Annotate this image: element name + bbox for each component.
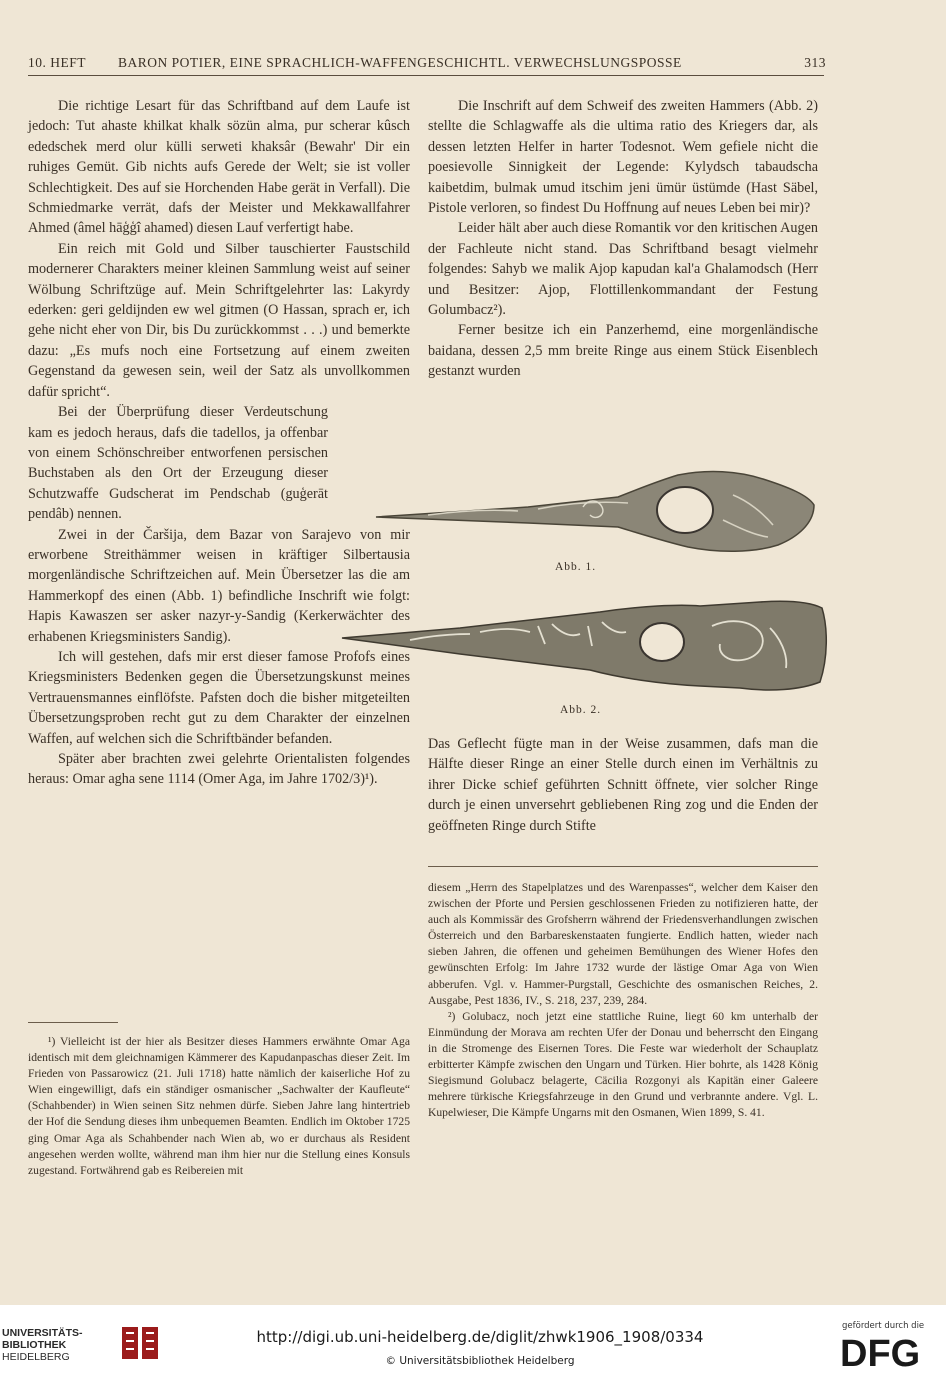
issue-label: 10. HEFT: [28, 55, 86, 70]
header-rule: [28, 75, 824, 76]
university-library-logo[interactable]: [2, 1323, 162, 1367]
footnote-rule: [428, 866, 818, 867]
figure-2-caption: Abb. 2.: [560, 704, 602, 716]
paragraph: Das Geflecht fügte man in der Weise zusammen, dafs man die Hälfte dieser Ringe an einer Stelle durch einen im Verhältnis zu ihrer Dicke schief geführten Schnitt öffnete, vier solcher Ringe durch je einen unversehrt gebliebenen Ring zog und die Enden der geöffneten Ringe durch Stifte: [428, 736, 818, 834]
library-name-line: BIBLIOTHEK: [2, 1339, 67, 1351]
paragraph: Bei der Überprüfung dieser Verdeutschung kam es jedoch heraus, dafs die tadellos, ja offenbar von einem Schönschreiber entworfenen persischen Buchstaben als den Ort der Erzeugung dieser Schutzwaffe Gudscherat im Pendschab (guģerāt pendâb) nennen.: [28, 404, 328, 523]
dfg-logo[interactable]: [838, 1332, 936, 1370]
paragraph: Ein reich mit Gold und Silber tauschierter Faustschild modernerer Charakters meiner kleinen Sammlung weist auf seiner Wölbung Schriftzüge auf. Mein Schriftgelehrter las: Lakyrdy ederken: geri geldijnden ew wel gitmen (O Hassan, sprach er, ich gehe nicht eher von Dir, bis Du zurückkommst . . .) und bemerkte dazu: „Es mufs noch eine Fortsetzung auf einem zweiten Gegenstand da gewesen sein, weil der Satz als unvollkommen dafür spricht“.: [28, 240, 410, 400]
library-emblem-icon: [118, 1323, 162, 1363]
footnote-text: ¹) Vielleicht ist der hier als Besitzer dieses Hammers erwähnte Omar Aga identisch mit dem gleichnamigen Kämmerer des Kapudanpaschas dieser Zeit. Im Frieden von Passarowicz (21. Juli 1718) hatte nämlich der kaiserliche Hof zu Wien eingewilligt, dafs ein ständiger osmanischer „Sachwalter der Kaufleute“ (Schahbender) in Wien seinen Sitz nehmen dürfe. Sieben Jahre lang hintertrieb der Hof die Sendung dieses ihm unbequemen Beamten. Endlich im Oktober 1725 ging Omar Aga als Schahbender nach Wien ab, wo er durchaus als Resident angesehen werden wollte, während man ihm hier nur die Stellung eines Konsuls zugestand. Fortwährend gab es Reibereien mit: [28, 1035, 410, 1177]
paragraph: Später aber brachten zwei gelehrte Orientalisten folgendes heraus: Omar agha sene 1114 (Omer Aga, im Jahre 1702/3)¹).: [28, 751, 410, 788]
paragraph: Ich will gestehen, dafs mir erst dieser famose Profofs eines Kriegsministers Bedenken gegen die Übersetzungskunst meines Vertrauensmannes einflöfste. Pafsten doch die bisher mitgeteilten Übersetzungsproben recht gut zu dem Charakter der einzelnen Waffen, auf welchen sich die Schriftbänder befanden.: [28, 648, 410, 747]
war-hammer-figure-2: [340, 598, 830, 698]
running-header: [28, 55, 826, 73]
article-title: BARON POTIER, EINE SPRACHLICH-WAFFENGESCHICHTL. VERWECHSLUNGSPOSSE: [118, 55, 682, 70]
paragraph: Leider hält aber auch diese Romantik vor den kritischen Augen der Fachleute nicht stand. Das Schriftband besagt vielmehr folgendes: Sahyb we malik Ajop kapudan kal'a Ghalamodsch (Herr und Besitzer: Ajop, Flottillenkommandant der Festung Golumbacz²).: [428, 220, 818, 319]
library-name-line: UNIVERSITÄTS-: [2, 1327, 83, 1339]
page-number: 313: [804, 55, 826, 70]
paragraph: Die richtige Lesart für das Schriftband auf dem Laufe ist jedoch: Tut ahaste khilkat khalk sözün alma, pur scherar kûsch ededschek merd olur külli serweti khaksâr (Bewahr' Dir ein ruhiges Gemüt. Gib nichts aufs Gerede der Welt; sie ist voller Schlechtigkeit. Des auf sie Horchenden Habe gerät in Verfall). Die Schmiedmarke verrät, dafs der Meister und Mekkawallfahrer Ahmed (âmel hāģģî ahamed) diesen Lauf verfertigt habe.: [28, 98, 410, 237]
paragraph: Die Inschrift auf dem Schweif des zweiten Hammers (Abb. 2) stellte die Schlagwaffe als die ultima ratio des Kriegers dar, als dessen letzten Helfer in harter Todesnot. Wem gefiele nicht die poesievolle Sinnigkeit der Legende: Kylydsch tabaudscha kaibetdim, bulmak umud itschim jeni ümür üstümde (Hast Säbel, Pistole verloren, so findest Du Hoffnung auf neues Leben bei mir)?: [428, 98, 818, 217]
footnote-rule: [28, 1022, 118, 1023]
copyright-notice: © Universitätsbibliothek Heidelberg: [385, 1355, 575, 1367]
paragraph: Zwei in der Čaršija, dem Bazar von Sarajevo von mir erworbene Streithämmer weisen in kräftiger Silbertausia morgenländische Schriftzeichen auf. Mein Übersetzer las die am Hammerkopf des einen (Abb. 1) befindliche Inschrift wie folgt: Hapis Kawaszen ser asker nazyr-y-Sandig (Kerkerwächter des erhabenen Kriegsministers Sandig).: [28, 526, 410, 645]
sponsor-line: gefördert durch die: [842, 1321, 925, 1331]
permalink-url[interactable]: http://digi.ub.uni-heidelberg.de/diglit/zhwk1906_1908/0334: [256, 1328, 704, 1346]
right-column-middle: [428, 734, 818, 836]
war-hammer-figure-1: [368, 465, 816, 557]
footnotes-right: [428, 880, 818, 1121]
library-name-line: HEIDELBERG: [2, 1351, 70, 1363]
footnote-left: [28, 1034, 410, 1179]
figure-1-caption: Abb. 1.: [555, 561, 597, 573]
dfg-logo-text: DFG: [840, 1333, 921, 1370]
right-column-top: [428, 96, 818, 382]
footnote-text: diesem „Herrn des Stapelplatzes und des Warenpasses“, welcher dem Kaiser den zwischen der Pforte und Persien geschlossenen Frieden zu notifizieren hatte, der auch als Kommissär des Grofsherrn während der Friedensverhandlungen zwischen Österreich und den Barbareskenstaaten fungierte. Endlich hatten, wieder nach sieben Jahren, die offenen und geheimen Bemühungen des Wiener Hofes den gewünschten Erfolg: Im Jahre 1732 wurde der lästige Omar Aga von Wien abberufen. Vgl. v. Hammer-Purgstall, Geschichte des osmanischen Reiches, 2. Ausgabe, Pest 1836, IV., S. 218, 237, 239, 284.: [428, 881, 818, 1007]
paragraph: Ferner besitze ich ein Panzerhemd, eine morgenländische baidana, dessen 2,5 mm breite Ringe aus einem Stück Eisenblech gestanzt wurden: [428, 322, 818, 380]
footnote-text: ²) Golubacz, noch jetzt eine stattliche Ruine, liegt 60 km unterhalb der Einmündung der Morava am rechten Ufer der Donau und beherrscht den Eingang in die Stromenge des Eisernen Tores. Die Feste war wiederholt der Schauplatz erbitterter Kämpfe zwischen den Ungarn und Türken. Hier bohrte, als 1428 König Siegismund Golubacz belagerte, Cäcilia Rozgonyi als Kapitän einer Galeere mehrere türkische Kriegsfahrzeuge in den Grund und verbrannte andere. Vgl. L. Kupelwieser, Die Kämpfe Ungarns mit den Osmanen, Wien 1899, S. 41.: [428, 1009, 818, 1120]
